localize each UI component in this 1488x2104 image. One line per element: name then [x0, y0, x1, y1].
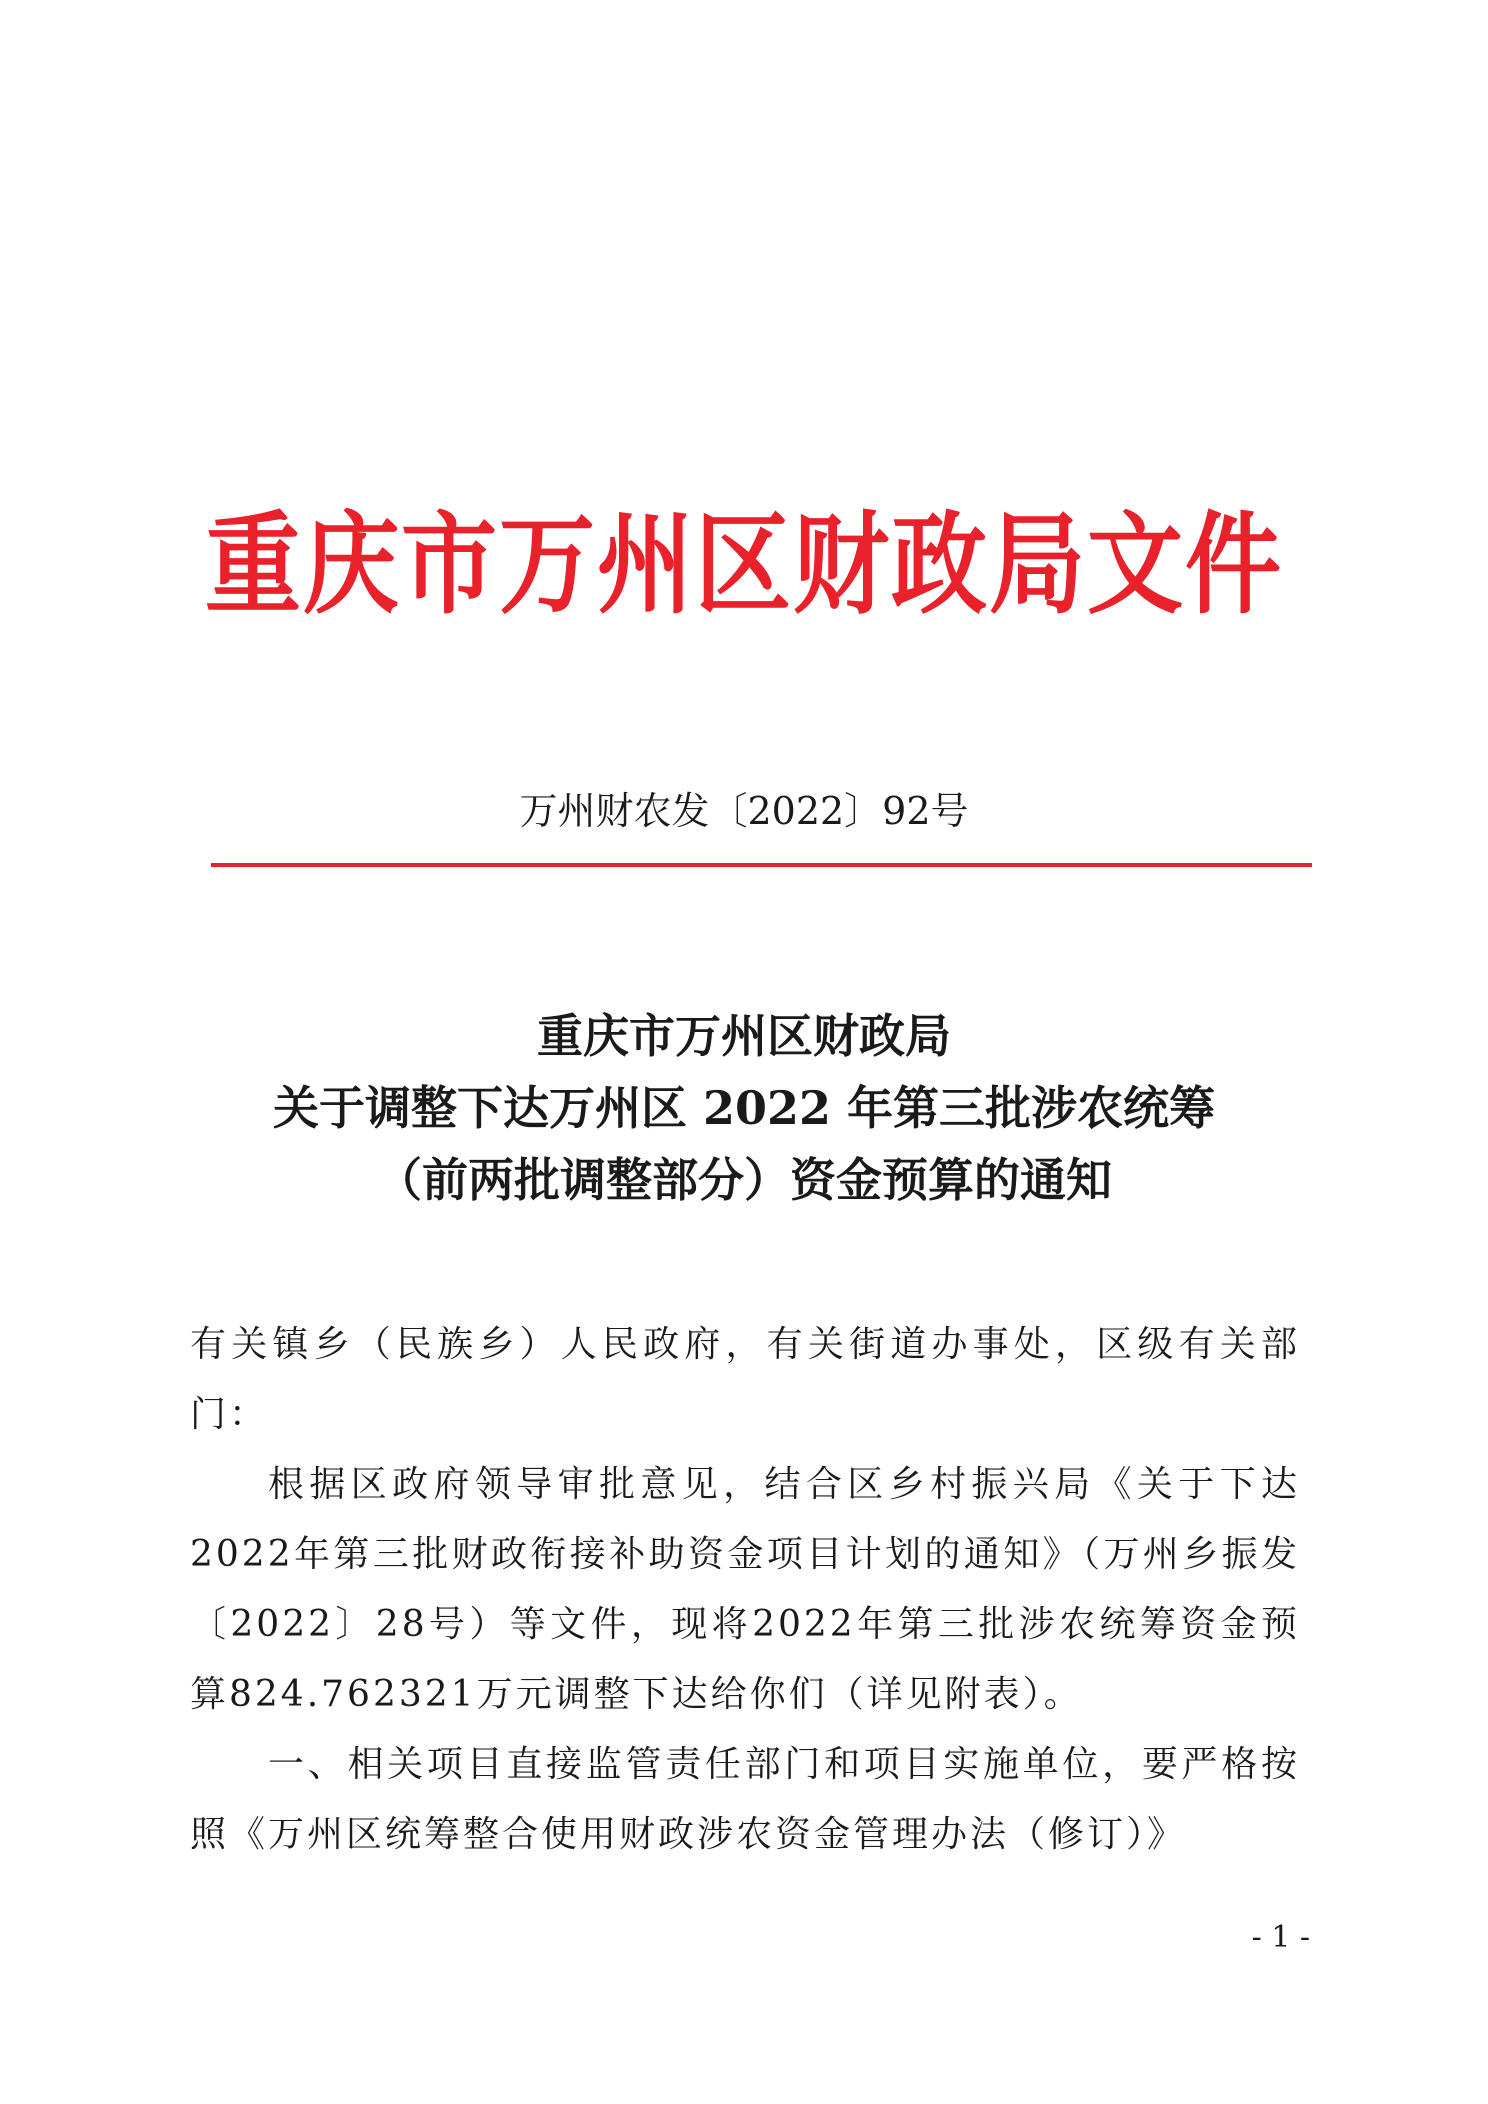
- red-separator-line: [211, 863, 1312, 867]
- document-number: 万州财农发〔2022〕92号: [519, 789, 969, 833]
- title-line-2: 关于调整下达万州区 2022 年第三批涉农统筹: [272, 1081, 1216, 1135]
- page-number: - 1 -: [1251, 1920, 1310, 1955]
- document-title: [0, 1000, 1488, 1216]
- document-masthead: 重庆市万州区财政局文件: [205, 499, 1283, 630]
- paragraph-1: 根据区政府领导审批意见，结合区乡村振兴局《关于下达2022年第三批财政衔接补助资金项目计划的通知》（万州乡振发〔2022〕28号）等文件，现将2022年第三批涉农统筹资金预算824.762321万元调整下达给你们（详见附表）。: [190, 1464, 1300, 1715]
- salutation: 有关镇乡（民族乡）人民政府，有关街道办事处，区级有关部门：: [190, 1324, 1300, 1435]
- document-body: [190, 1310, 1300, 1870]
- title-line-3: （前两批调整部分）资金预算的通知: [376, 1153, 1112, 1207]
- title-line-1: 重庆市万州区财政局: [537, 1009, 951, 1063]
- paragraph-2: 一、相关项目直接监管责任部门和项目实施单位，要严格按照《万州区统筹整合使用财政涉农资金管理办法（修订）》: [190, 1744, 1300, 1855]
